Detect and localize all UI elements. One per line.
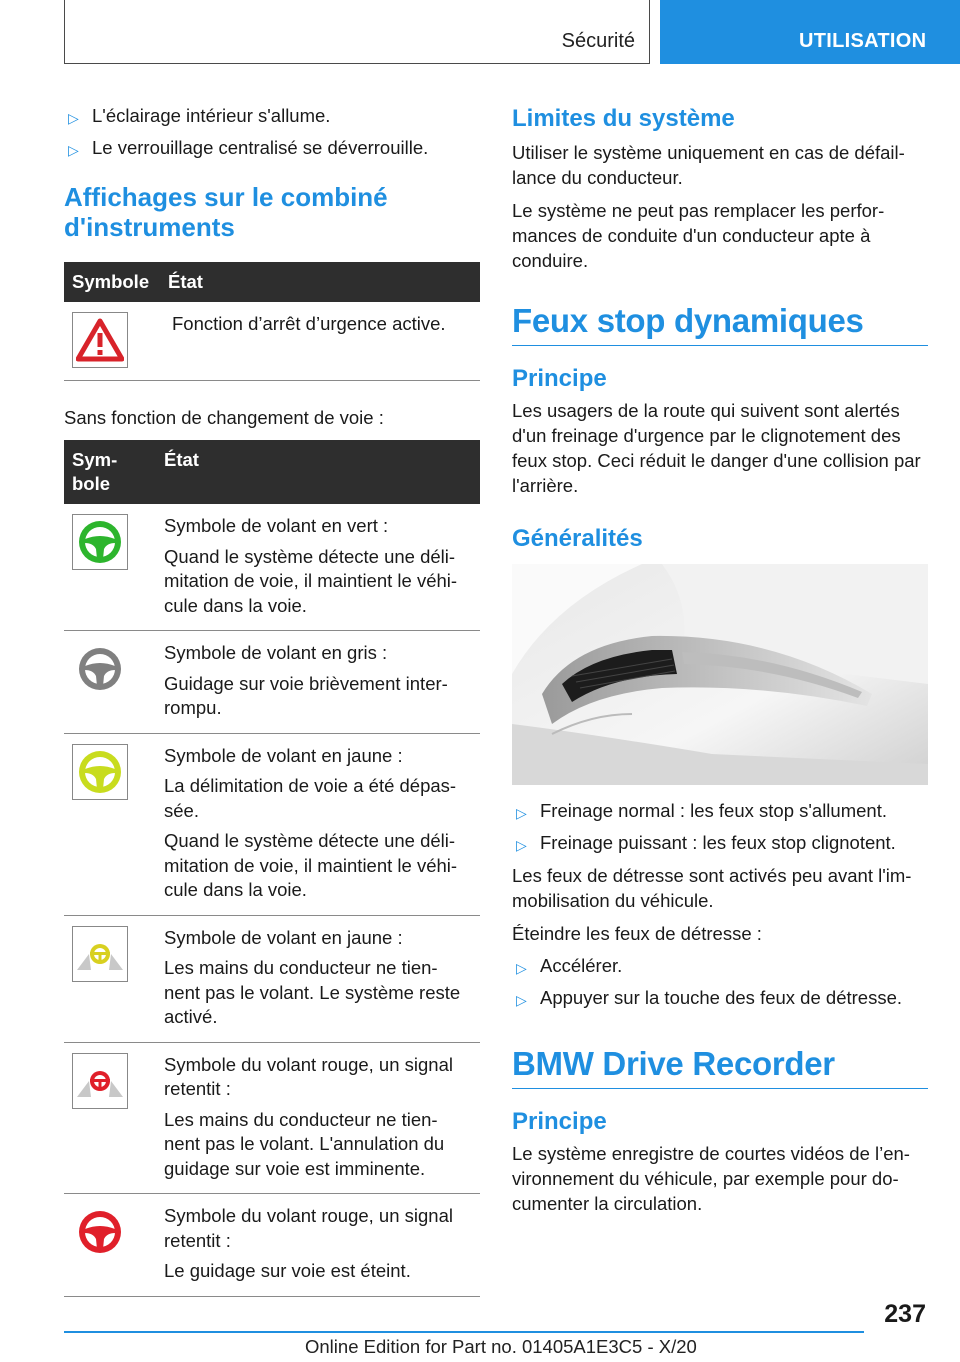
left-column	[64, 100, 480, 1297]
steering-wheel-green-icon	[72, 514, 128, 570]
heading-limites: Limites du système	[512, 105, 735, 132]
header-section-box	[64, 0, 650, 64]
hands-off-yellow-icon	[72, 926, 128, 982]
steering-wheel-yellow-icon	[72, 744, 128, 800]
heading-principe-2: Principe	[512, 1108, 607, 1135]
paragraph: Le système ne peut pas remplacer les perfor-mances de conduite d'un conducteur apte à conduire.	[512, 200, 885, 271]
table-header-symbol: Sym- bole	[64, 440, 156, 504]
table-row: Symbole du volant rouge, un signal retentit : Les mains du conducteur ne tien-nent pas le volant. L'annulation du guidage sur voie est imminente.	[64, 1042, 480, 1194]
table-row: Symbole de volant en jaune : La délimitation de voie a été dépas-sée. Quand le système détecte une déli-mitation de voie, il maintient le véhi-cule dans la voie.	[64, 733, 480, 915]
paragraph: Utiliser le système uniquement en cas de défail-lance du conducteur.	[512, 142, 905, 188]
footer-divider	[64, 1331, 864, 1333]
paragraph: Le système enregistre de courtes vidéos de l’en-vironnement du véhicule, par exemple pour do-cumenter la circulation.	[512, 1143, 910, 1214]
symbol-table-1	[64, 262, 480, 381]
list-item: ▷ Accélérer.	[512, 954, 928, 978]
triangle-bullet-icon: ▷	[516, 805, 527, 821]
steering-wheel-gray-icon	[72, 641, 128, 697]
table-header-state: État	[156, 440, 480, 504]
tail-light-image	[512, 564, 928, 785]
header-chapter-title: UTILISATION	[799, 30, 927, 52]
section-heading-affichages: Affichages sur le combiné d'instruments	[64, 182, 388, 242]
table-row: Fonction d’arrêt d’urgence active.	[64, 302, 480, 381]
heading-feux-stop: Feux stop dynamiques	[512, 301, 928, 346]
triangle-bullet-icon: ▷	[516, 960, 527, 976]
table-row: Symbole de volant en jaune : Les mains du conducteur ne tien-nent pas le volant. Le système reste activé.	[64, 915, 480, 1042]
triangle-bullet-icon: ▷	[68, 142, 79, 158]
table-header-state: État	[160, 262, 480, 302]
paragraph: Les usagers de la route qui suivent sont alertés d'un freinage d'urgence par le clignotement des feux stop. Ceci réduit le danger d'une collision par l'arrière.	[512, 400, 921, 496]
footer-edition: Online Edition for Part no. 01405A1E3C5 - X/20	[305, 1336, 697, 1357]
triangle-bullet-icon: ▷	[516, 837, 527, 853]
paragraph: Éteindre les feux de détresse :	[512, 923, 762, 944]
table-row: Symbole de volant en vert : Quand le système détecte une déli-mitation de voie, il maintient le véhi-cule dans la voie.	[64, 504, 480, 631]
page-number: 237	[884, 1300, 926, 1328]
triangle-bullet-icon: ▷	[516, 992, 527, 1008]
triangle-bullet-icon: ▷	[68, 110, 79, 126]
hands-off-red-icon	[72, 1053, 128, 1109]
paragraph: Les feux de détresse sont activés peu avant l'im-mobilisation du véhicule.	[512, 865, 912, 911]
steering-wheel-red-icon	[72, 1204, 128, 1260]
header-chapter-tab	[660, 0, 960, 64]
list-item: ▷ Freinage puissant : les feux stop clignotent.	[512, 831, 928, 855]
list-item: ▷ Freinage normal : les feux stop s'allument.	[512, 799, 928, 823]
list-item: ▷ Le verrouillage centralisé se déverrouille.	[64, 136, 480, 160]
list-item: ▷ L'éclairage intérieur s'allume.	[64, 104, 480, 128]
header-section-title: Sécurité	[561, 30, 635, 52]
right-column	[512, 100, 928, 1224]
table-row: Symbole de volant en gris : Guidage sur voie brièvement inter-rompu.	[64, 631, 480, 734]
warning-triangle-icon	[72, 312, 128, 368]
table-row: Symbole du volant rouge, un signal retentit : Le guidage sur voie est éteint.	[64, 1194, 480, 1297]
table-intro: Sans fonction de changement de voie :	[64, 407, 384, 428]
list-item: ▷ Appuyer sur la touche des feux de détresse.	[512, 986, 928, 1010]
heading-generalites: Généralités	[512, 525, 643, 552]
heading-drive-recorder: BMW Drive Recorder	[512, 1044, 928, 1089]
heading-principe: Principe	[512, 365, 607, 392]
table-header-symbol: Symbole	[64, 262, 160, 302]
symbol-table-2	[64, 440, 480, 1297]
